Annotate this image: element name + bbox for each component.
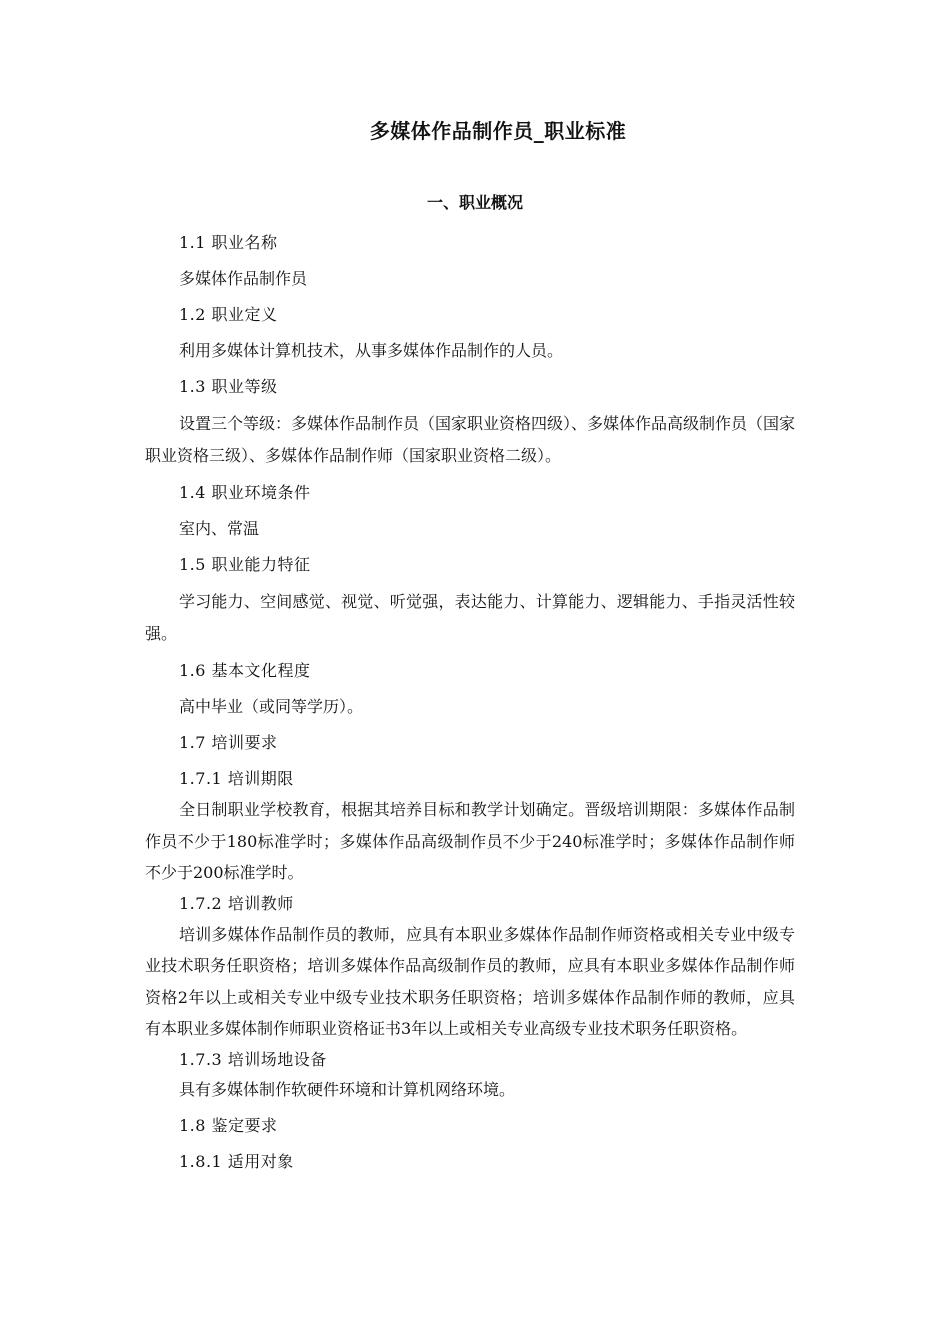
- document-body: [145, 228, 795, 1177]
- paragraph-1-1: 多媒体作品制作员: [179, 269, 308, 288]
- paragraph-1-7-2: 培训多媒体作品制作员的教师，应具有本职业多媒体作品制作师资格或相关专业中级专业技术职务任职资格；培训多媒体作品高级制作员的教师，应具有本职业多媒体作品制作师资格2年以上或相关专业中级专业技术职务任职资格；培训多媒体作品制作师的教师，应具有本职业多媒体制作师职业资格证书3年以上或相关专业高级专业技术职务任职资格。: [145, 924, 795, 1038]
- paragraph-1-5: 学习能力、空间感觉、视觉、听觉强，表达能力、计算能力、逻辑能力、手指灵活性较强。: [145, 592, 795, 643]
- section-heading: 一、职业概况: [426, 193, 523, 212]
- heading-1-5: 1.5 职业能力特征: [179, 555, 311, 574]
- heading-1-4: 1.4 职业环境条件: [179, 483, 311, 502]
- heading-1-8: 1.8 鉴定要求: [179, 1115, 278, 1135]
- document-title: 多媒体作品制作员_职业标准: [369, 119, 627, 143]
- heading-1-7-1: 1.7.1 培训期限: [179, 769, 294, 788]
- heading-1-2: 1.2 职业定义: [179, 305, 278, 324]
- heading-1-6: 1.6 基本文化程度: [179, 661, 311, 680]
- heading-1-7-2: 1.7.2 培训教师: [179, 893, 294, 913]
- heading-1-7: 1.7 培训要求: [179, 733, 278, 752]
- heading-1-7-3: 1.7.3 培训场地设备: [179, 1049, 327, 1069]
- heading-1-8-1: 1.8.1 适用对象: [179, 1151, 294, 1171]
- heading-1-1: 1.1 职业名称: [179, 233, 278, 252]
- paragraph-1-2: 利用多媒体计算机技术，从事多媒体作品制作的人员。: [179, 341, 564, 360]
- paragraph-1-7-3: 具有多媒体制作软硬件环境和计算机网络环境。: [179, 1079, 516, 1099]
- paragraph-1-3: 设置三个等级：多媒体作品制作员（国家职业资格四级）、多媒体作品高级制作员（国家职业资格三级）、多媒体作品制作师（国家职业资格二级）。: [145, 414, 796, 465]
- heading-1-3: 1.3 职业等级: [179, 377, 278, 396]
- paragraph-1-7-1: 全日制职业学校教育，根据其培养目标和教学计划确定。晋级培训期限：多媒体作品制作员不少于180标准学时；多媒体作品高级制作员不少于240标准学时；多媒体作品制作师不少于200标准学时。: [145, 800, 795, 882]
- paragraph-1-4: 室内、常温: [179, 519, 260, 538]
- paragraph-1-6: 高中毕业（或同等学历）。: [179, 697, 364, 716]
